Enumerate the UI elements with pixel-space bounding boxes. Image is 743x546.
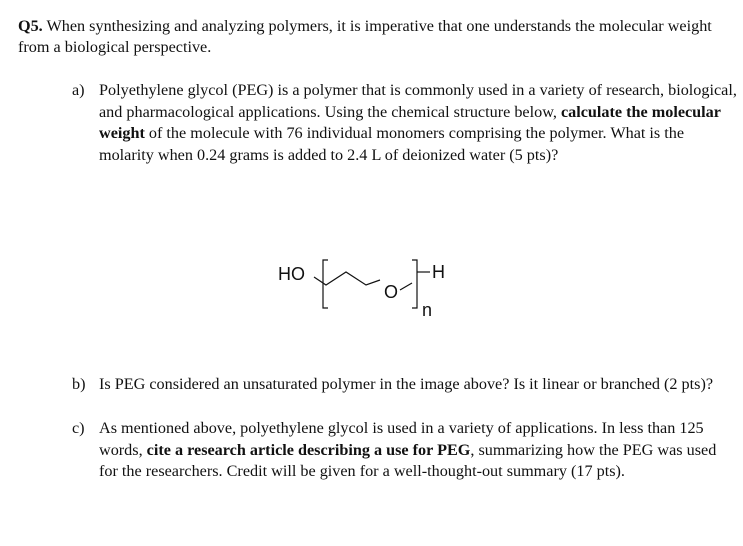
part-c-text-1: As mentioned above, polyethylene glycol is used in a variety of applications. In less than 125 words, [99,419,704,459]
question-number: Q5. [18,17,43,35]
structure-subscript-n: n [422,300,433,320]
structure-ho-label: HO [278,264,305,284]
question-intro: When synthesizing and analyzing polymers, it is imperative that one understands the molecular weight from a biological perspective. [18,17,712,56]
question-header [18,16,733,58]
part-a-bold: calculate the molecular weight [99,102,721,143]
part-a-text [99,80,737,166]
part-b-text: Is PEG considered an unsaturated polymer in the image above? Is it linear or branched (2 pts)? [99,375,714,393]
structure-h-label: H [432,262,445,282]
part-a-text-2: of the molecule with 76 individual monomers comprising the polymer. What is the molarity when 0.24 grams is added to 2.4 L of deionized water (5 pts)? [99,124,685,164]
part-c-text [99,418,737,483]
part-a-marker: a) [72,81,85,99]
structure-backbone-bonds [314,272,380,285]
part-c-marker: c) [72,419,85,437]
structure-o-bond [400,283,412,290]
part-b-marker: b) [72,375,86,393]
structure-oxygen-label: O [384,282,399,302]
peg-chemical-structure [272,250,472,330]
part-a-text-1: Polyethylene glycol (PEG) is a polymer that is commonly used in a variety of research, biological, and pharmacological applications. Using the chemical structure below, [99,81,737,121]
structure-right-bracket [412,260,417,308]
part-c-bold: cite a research article describing a use for PEG [146,440,471,459]
part-c-text-2: , summarizing how the PEG was used for the researchers. Credit will be given for a well-thought-out summary (17 pts). [99,440,717,481]
